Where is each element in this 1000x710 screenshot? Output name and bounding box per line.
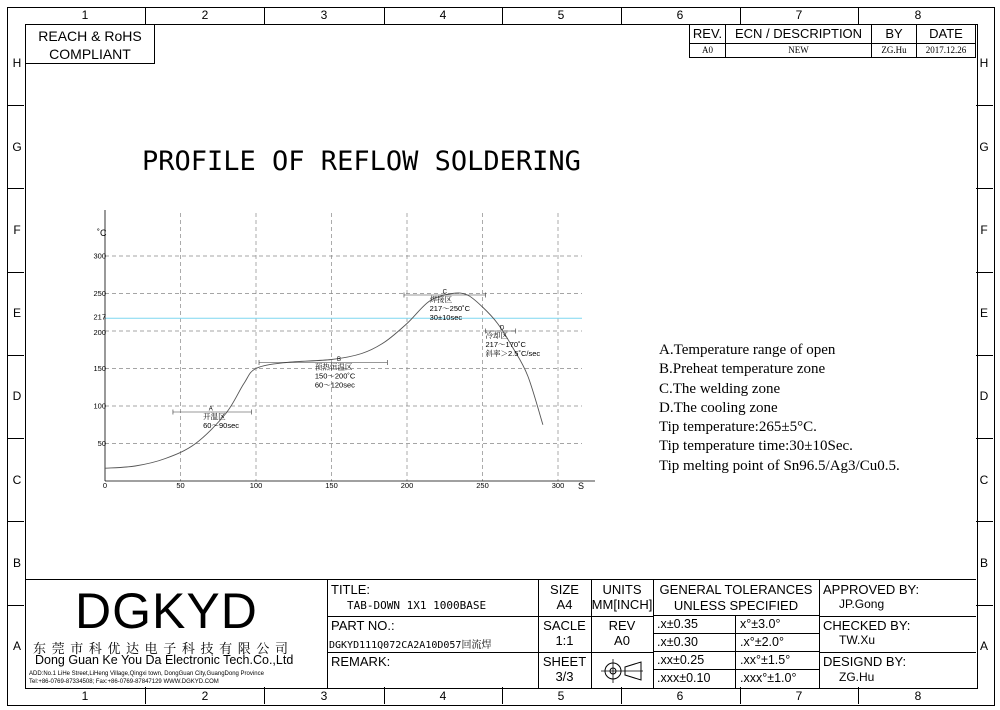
frame-tick	[7, 105, 24, 106]
units-column	[591, 580, 654, 688]
frame-tick	[384, 687, 385, 704]
frame-tick	[502, 7, 503, 24]
zone-label: 217～170˚C	[485, 339, 526, 349]
note-line: A.Temperature range of open	[659, 342, 836, 358]
zone-label: 焊接区	[429, 294, 453, 304]
zone-row-left-D: D	[12, 389, 22, 403]
frame-tick	[502, 687, 503, 704]
y-tick-label: 300	[93, 251, 106, 261]
zone-row-right-G: G	[979, 140, 989, 154]
zone-row-right-H: H	[979, 56, 989, 70]
zone-col-bottom-6: 6	[676, 689, 684, 703]
zone-row-right-C: C	[979, 473, 989, 487]
ecn-value: NEW	[725, 43, 872, 58]
zone-label: 预热恒温区	[314, 362, 353, 372]
size-column	[538, 580, 592, 688]
tolerance-linear: .xx±0.25	[653, 652, 736, 670]
title-column	[327, 580, 539, 688]
x-tick-label: 300	[551, 481, 565, 490]
frame-tick	[621, 7, 622, 24]
notes-list	[659, 341, 900, 476]
y-tick-label: 217	[93, 312, 106, 322]
title-cell	[327, 580, 538, 617]
zone-row-right-B: B	[979, 556, 988, 570]
zone-row-left-A: A	[12, 639, 21, 653]
x-tick-label: 250	[476, 481, 489, 490]
date-header: DATE	[916, 24, 976, 44]
note-line: Tip temperature time:30±10Sec.	[659, 438, 853, 455]
frame-tick	[384, 7, 385, 24]
checked-value: TW.Xu	[839, 633, 876, 647]
approved-value: JP.Gong	[839, 597, 885, 611]
by-value: ZG.Hu	[871, 43, 917, 58]
approved-label: APPROVED BY:	[823, 582, 920, 597]
compliance-line-1: REACH & RoHS	[38, 28, 142, 44]
zone-letter: B	[337, 357, 342, 363]
title-value: TAB-DOWN 1X1 1000BASE	[347, 599, 487, 612]
zone-label: 217～250˚C	[429, 303, 471, 313]
tolerances-title-1: GENERAL TOLERANCES	[659, 582, 813, 597]
zone-col-top-1: 1	[81, 8, 89, 22]
company-address: ADD:No.1 LiHe Street,LiHeng Village,Qingxi town, DongGuan City,GuangDong Province	[29, 671, 264, 677]
rev-value: A0	[689, 43, 726, 58]
zone-row-right-D: D	[979, 389, 989, 403]
zone-label: 斜率＞2.5˚C/sec	[485, 348, 541, 358]
zone-row-right-E: E	[979, 306, 988, 320]
frame-tick	[858, 7, 859, 24]
frame-tick	[264, 7, 265, 24]
note-line: Tip temperature:265±5°C.	[659, 419, 817, 436]
zone-row-left-F: F	[13, 223, 21, 237]
revision-table	[689, 24, 976, 58]
y-tick-label: 250	[93, 289, 106, 298]
scale-label: SACLE	[543, 618, 586, 633]
zone-letter: A	[208, 406, 213, 413]
zone-col-bottom-3: 3	[320, 689, 328, 703]
tolerance-linear: .x±0.30	[653, 634, 736, 652]
frame-tick	[740, 7, 741, 24]
zone-label: 30±10sec	[429, 312, 463, 322]
zone-col-top-4: 4	[439, 8, 447, 22]
sheet-value: 3/3	[555, 669, 574, 684]
tolerance-angular: x°±3.0°	[736, 616, 819, 634]
tolerance-angular: .xx°±1.5°	[736, 652, 819, 670]
units-value: MM[INCH]	[591, 597, 653, 612]
zone-row-left-H: H	[12, 56, 22, 70]
zone-row-left-B: B	[12, 556, 21, 570]
zone-col-top-3: 3	[320, 8, 328, 22]
frame-tick	[7, 605, 24, 606]
zone-row-right-A: A	[979, 639, 988, 653]
projection-symbol-icon	[601, 659, 645, 683]
zone-letter: C	[442, 289, 447, 296]
frame-tick	[7, 272, 24, 273]
approvals-block	[819, 580, 976, 688]
y-tick-label: 200	[93, 328, 106, 337]
company-logo: DGKYD	[75, 583, 258, 639]
x-tick-label: 100	[249, 481, 263, 490]
company-block	[25, 580, 328, 688]
title-block	[25, 579, 976, 688]
y-axis-label: ˚C	[97, 228, 107, 238]
zone-col-bottom-1: 1	[81, 689, 89, 703]
frame-tick	[264, 687, 265, 704]
note-line: Tip melting point of Sn96.5/Ag3/Cu0.5.	[659, 457, 900, 474]
part-value: DGKYD111Q072CA2A10D057回流焊	[329, 640, 492, 651]
rev-header: REV.	[689, 24, 726, 44]
reflow-profile-chart	[90, 205, 610, 495]
tolerance-linear: .x±0.35	[653, 616, 736, 634]
ecn-header: ECN / DESCRIPTION	[725, 24, 872, 44]
x-tick-label: 50	[176, 481, 185, 490]
rev-label: REV	[608, 618, 636, 633]
frame-tick	[976, 605, 993, 606]
frame-tick	[976, 355, 993, 356]
frame-tick	[7, 188, 24, 189]
frame-tick	[976, 438, 993, 439]
zone-col-bottom-5: 5	[557, 689, 565, 703]
tolerance-angular: .xxx°±1.0°	[740, 671, 797, 685]
sheet-label: SHEET	[542, 654, 587, 669]
checked-label: CHECKED BY:	[823, 618, 911, 633]
zone-letter: D	[499, 325, 505, 332]
part-cell	[327, 616, 538, 653]
frame-tick	[7, 355, 24, 356]
zone-col-top-8: 8	[914, 8, 922, 22]
tolerance-angular: .x°±2.0°	[736, 634, 819, 652]
size-value: A4	[556, 597, 573, 612]
x-tick-label: 150	[325, 481, 338, 490]
designed-value: ZG.Hu	[839, 670, 875, 684]
compliance-line-2: COMPLIANT	[49, 46, 131, 62]
rev-block-value: A0	[614, 633, 630, 648]
designed-label: DESIGND BY:	[823, 654, 907, 669]
zone-col-top-2: 2	[201, 8, 209, 22]
zone-label: 150～200˚C	[314, 371, 356, 381]
zone-col-top-5: 5	[557, 8, 565, 22]
frame-tick	[621, 687, 622, 704]
tolerance-linear: .xxx±0.10	[653, 670, 736, 688]
tolerances-title-2: UNLESS SPECIFIED	[673, 598, 799, 613]
frame-tick	[976, 272, 993, 273]
zone-col-bottom-2: 2	[201, 689, 209, 703]
frame-tick	[7, 438, 24, 439]
zone-row-right-F: F	[980, 223, 988, 237]
zone-row-left-E: E	[12, 306, 21, 320]
frame-tick	[858, 687, 859, 704]
y-tick-label: 50	[97, 439, 106, 448]
drawing-title: PROFILE OF REFLOW SOLDERING	[142, 146, 581, 177]
company-cn-name: 东 莞 市 科 优 达 电 子 科 技 有 限 公 司	[33, 641, 289, 656]
y-tick-label: 150	[93, 364, 106, 373]
zone-label: 开温区	[203, 411, 226, 421]
zone-col-top-7: 7	[795, 8, 803, 22]
zone-col-bottom-4: 4	[439, 689, 447, 703]
y-tick-label: 100	[93, 401, 106, 411]
frame-tick	[976, 521, 993, 522]
frame-tick	[976, 105, 993, 106]
zone-label: 冷却区	[485, 330, 509, 340]
frame-tick	[740, 687, 741, 704]
zone-col-bottom-7: 7	[795, 689, 803, 703]
scale-value: 1:1	[555, 633, 574, 648]
frame-tick	[976, 188, 993, 189]
by-header: BY	[871, 24, 917, 44]
x-tick-label: 200	[400, 481, 414, 490]
note-line: D.The cooling zone	[659, 399, 778, 416]
units-label: UNITS	[602, 582, 642, 597]
zone-col-top-6: 6	[676, 8, 684, 22]
note-line: C.The welding zone	[659, 380, 781, 397]
zone-label: 60～120sec	[314, 380, 355, 390]
note-line: B.Preheat temperature zone	[659, 361, 826, 378]
company-en-name: Dong Guan Ke You Da Electronic Tech.Co.,Ltd	[35, 653, 294, 667]
date-value: 2017.12.26	[916, 43, 976, 58]
frame-tick	[145, 7, 146, 24]
tolerances-block	[653, 580, 820, 688]
zone-row-left-C: C	[12, 473, 22, 487]
zone-label: 60～90sec	[203, 420, 240, 430]
company-contact: Tel:+86-0769-87334508; Fax:+86-0769-87847129 WWW.DGKYD.COM	[29, 679, 219, 685]
compliance-box	[25, 24, 155, 64]
x-axis-label: S	[578, 481, 585, 491]
size-label: SIZE	[550, 582, 579, 597]
frame-tick	[7, 521, 24, 522]
title-label: TITLE:	[331, 582, 371, 597]
frame-tick	[145, 687, 146, 704]
chart-zones	[173, 290, 540, 430]
remark-label: REMARK:	[331, 654, 391, 669]
part-label: PART NO.:	[331, 618, 395, 633]
zone-col-bottom-8: 8	[914, 689, 922, 703]
zone-row-left-G: G	[12, 140, 22, 154]
x-tick-label: 0	[102, 481, 108, 490]
